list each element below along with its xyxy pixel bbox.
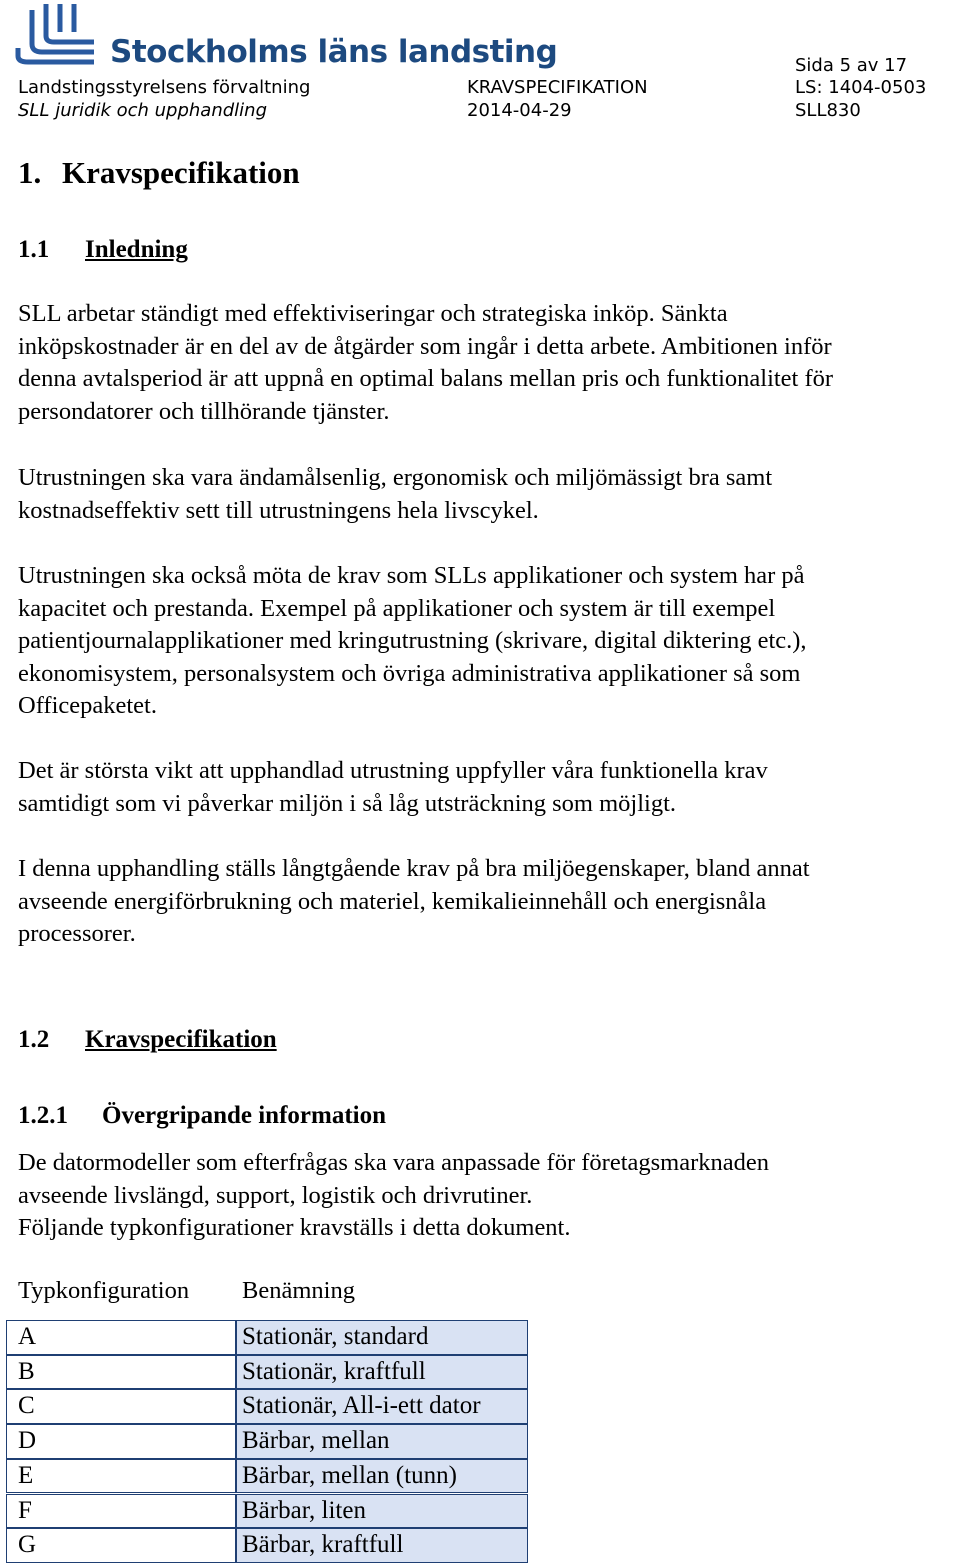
- text-line: persondatorer och tillhörande tjänster.: [18, 397, 390, 425]
- heading-1-1-number: 1.1: [18, 236, 50, 263]
- table-cell-name: Bärbar, mellan: [236, 1424, 528, 1459]
- doc-ref-ls: LS: 1404-0503: [795, 77, 927, 98]
- heading-1: [18, 155, 300, 191]
- table-cell-code: G: [6, 1528, 236, 1563]
- column-header-name: Benämning: [242, 1277, 355, 1304]
- table-cell-code: B: [6, 1355, 236, 1390]
- text-line: patientjournalapplikationer med kringutrustning (skrivare, digital diktering etc.),: [18, 627, 807, 654]
- paragraph-requirements: [18, 755, 953, 820]
- text-line: kapacitet och prestanda. Exempel på applikationer och system är till exempel: [18, 594, 776, 622]
- table-cell-code: D: [6, 1424, 236, 1459]
- table-cell-code: E: [6, 1459, 236, 1494]
- heading-1-2: [18, 1026, 277, 1054]
- table-cell-code: C: [6, 1389, 236, 1424]
- text-line: avseende livslängd, support, logistik och drivrutiner.: [18, 1181, 533, 1209]
- paragraph-equipment: [18, 462, 953, 527]
- column-header-type: Typkonfiguration: [18, 1277, 190, 1304]
- text-line: inköpskostnader är en del av de åtgärder som ingår i detta arbete. Ambitionen inför: [18, 332, 832, 360]
- table-cell-code: F: [6, 1494, 236, 1529]
- table-cell-name: Bärbar, mellan (tunn): [236, 1459, 528, 1494]
- page-number: Sida 5 av 17: [795, 55, 908, 76]
- table-cell-name: Stationär, standard: [236, 1320, 528, 1355]
- text-line: Officepaketet.: [18, 692, 157, 719]
- table-cell-name: Bärbar, kraftfull: [236, 1528, 528, 1563]
- heading-1-2-1: [18, 1102, 386, 1130]
- doc-type: KRAVSPECIFIKATION: [467, 77, 648, 98]
- text-line: Utrustningen ska vara ändamålsenlig, ergonomisk och miljömässigt bra samt: [18, 464, 773, 491]
- text-line: denna avtalsperiod är att uppnå en optimal balans mellan pris och funktionalitet för: [18, 365, 834, 392]
- logo-wordmark: Stockholms läns landsting: [110, 34, 558, 70]
- table-cell-name: Stationär, All-i-ett dator: [236, 1389, 528, 1424]
- paragraph-intro: [18, 298, 953, 428]
- sll-logo: [14, 4, 558, 70]
- doc-date: 2014-04-29: [467, 100, 572, 121]
- text-line: Utrustningen ska också möta de krav som SLLs applikationer och system har på: [18, 562, 805, 589]
- heading-1-2-title: Kravspecifikation: [85, 1026, 277, 1053]
- text-line: avseende energiförbrukning och materiel, kemikalieinnehåll och energisnåla: [18, 887, 767, 915]
- heading-1-2-1-title: Övergripande information: [102, 1102, 387, 1129]
- heading-1-1: [18, 236, 188, 264]
- paragraph-capacity: [18, 560, 953, 723]
- paragraph-environment: [18, 853, 953, 951]
- paragraph-overview: [18, 1147, 953, 1245]
- text-line: Det är största vikt att upphandlad utrustning uppfyller våra funktionella krav: [18, 757, 768, 784]
- heading-1-1-title: Inledning: [85, 236, 188, 263]
- table-cell-name: Bärbar, liten: [236, 1494, 528, 1529]
- sll-logo-mark-icon: [14, 4, 104, 70]
- table-cell-code: A: [6, 1320, 236, 1355]
- text-line: SLL arbetar ständigt med effektiviseringar och strategiska inköp. Sänkta: [18, 300, 728, 327]
- text-line: I denna upphandling ställs långtgående krav på bra miljöegenskaper, bland annat: [18, 855, 810, 882]
- text-line: samtidigt som vi påverkar miljön i så låg utsträckning som möjligt.: [18, 789, 677, 817]
- doc-ref-sll: SLL830: [795, 100, 861, 121]
- heading-1-number: 1.: [18, 155, 42, 190]
- text-line: De datormodeller som efterfrågas ska vara anpassade för företagsmarknaden: [18, 1149, 769, 1176]
- heading-1-text: Kravspecifikation: [62, 155, 300, 190]
- org-name: Landstingsstyrelsens förvaltning: [18, 77, 311, 98]
- heading-1-2-1-number: 1.2.1: [18, 1102, 68, 1129]
- text-line: Följande typkonfigurationer kravställs i detta dokument.: [18, 1214, 571, 1241]
- text-line: processorer.: [18, 920, 136, 947]
- org-department: SLL juridik och upphandling: [18, 100, 267, 121]
- table-cell-name: Stationär, kraftfull: [236, 1355, 528, 1390]
- text-line: ekonomisystem, personalsystem och övriga administrativa applikationer så som: [18, 659, 801, 687]
- text-line: kostnadseffektiv sett till utrustningens hela livscykel.: [18, 496, 539, 524]
- heading-1-2-number: 1.2: [18, 1026, 50, 1053]
